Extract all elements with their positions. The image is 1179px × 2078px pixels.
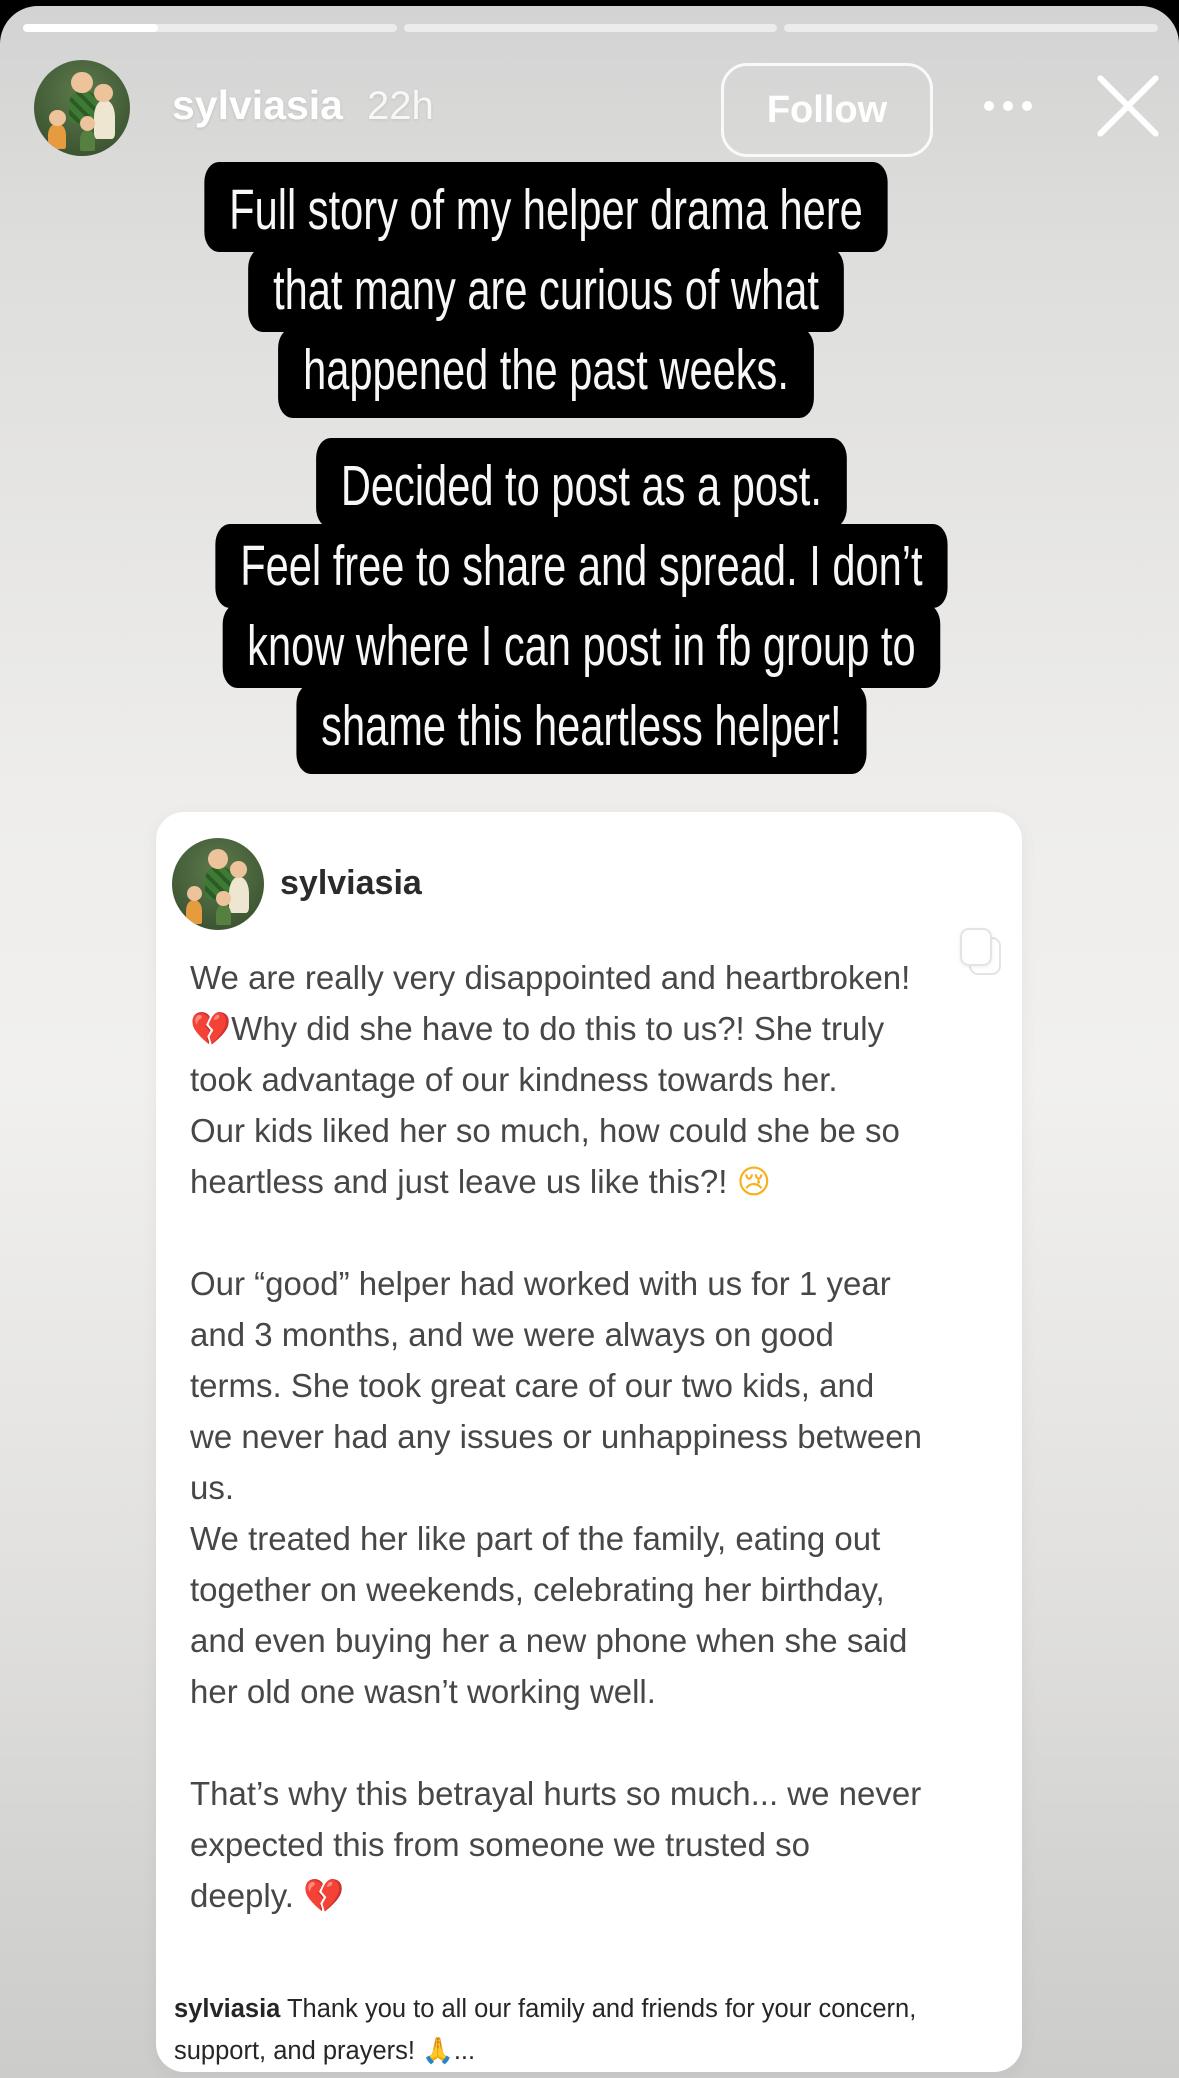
shared-post-card[interactable] bbox=[156, 812, 1022, 2072]
text-line: Our kids liked her so much, how could she be so bbox=[190, 1112, 900, 1149]
text-line: we never had any issues or unhappiness between bbox=[190, 1418, 922, 1455]
story-viewer[interactable] bbox=[0, 6, 1179, 2078]
story-header bbox=[172, 82, 434, 129]
post-body-text bbox=[190, 952, 980, 1921]
text-line bbox=[190, 1717, 980, 1768]
caption-text: Thank you to all our family and friends for your concern, bbox=[280, 1995, 917, 2023]
text-line: deeply. 💔 bbox=[190, 1876, 345, 1915]
dot bbox=[1003, 101, 1013, 111]
story-text-block-1 bbox=[204, 162, 887, 418]
progress-segment-3 bbox=[784, 24, 1158, 32]
text-line: us. bbox=[190, 1469, 235, 1506]
text-line: We treated her like part of the family, eating out bbox=[190, 1520, 881, 1557]
avatar-art bbox=[216, 891, 231, 906]
avatar bbox=[172, 838, 264, 930]
text-line: Our “good” helper had worked with us for 1 year bbox=[190, 1265, 891, 1302]
avatar-art bbox=[49, 110, 65, 126]
avatar[interactable] bbox=[34, 60, 130, 156]
progress-segment-2 bbox=[404, 24, 778, 32]
story-timestamp: 22h bbox=[367, 84, 434, 128]
text-line: That’s why this betrayal hurts so much... we never bbox=[190, 1775, 922, 1812]
avatar-art bbox=[48, 124, 65, 149]
story-username[interactable]: sylviasia bbox=[172, 82, 343, 128]
dot bbox=[1022, 101, 1032, 111]
post-username: sylviasia bbox=[280, 864, 422, 902]
post-caption bbox=[174, 1988, 1014, 2072]
avatar-art bbox=[186, 900, 203, 924]
avatar-art bbox=[216, 905, 231, 925]
close-icon[interactable] bbox=[1096, 74, 1160, 138]
text-line bbox=[190, 1207, 980, 1258]
avatar-art bbox=[94, 84, 112, 102]
avatar-art bbox=[94, 100, 115, 138]
caption-line-2: support, and prayers! 🙏... bbox=[174, 2036, 476, 2066]
text-line: expected this from someone we trusted so bbox=[190, 1826, 810, 1863]
text-line: Decided to post as a post. bbox=[316, 438, 847, 528]
text-line: We are really very disappointed and heartbroken! bbox=[190, 959, 911, 996]
progress-fill bbox=[23, 24, 158, 32]
avatar-art bbox=[230, 861, 247, 878]
dot bbox=[984, 101, 994, 111]
story-text-block-2 bbox=[215, 438, 947, 774]
more-options-icon[interactable] bbox=[984, 101, 1032, 111]
progress-segment-1 bbox=[23, 24, 397, 32]
text-line: happened the past weeks. bbox=[278, 328, 813, 418]
follow-button[interactable]: Follow bbox=[721, 63, 933, 157]
avatar-art bbox=[80, 130, 95, 151]
avatar-art bbox=[71, 72, 92, 93]
text-line: 💔Why did she have to do this to us?! She truly bbox=[190, 1009, 885, 1048]
avatar-art bbox=[208, 849, 228, 869]
text-line: together on weekends, celebrating her birthday, bbox=[190, 1571, 885, 1608]
text-line: terms. She took great care of our two kids, and bbox=[190, 1367, 875, 1404]
caption-username: sylviasia bbox=[174, 1995, 281, 2023]
avatar-art bbox=[229, 877, 249, 914]
text-line: shame this heartless helper! bbox=[296, 684, 866, 774]
text-line: and even buying her a new phone when she said bbox=[190, 1622, 908, 1659]
caption-line-1 bbox=[174, 1988, 1014, 2030]
avatar-art bbox=[187, 886, 203, 902]
text-line: Full story of my helper drama here bbox=[204, 162, 887, 252]
text-line: Feel free to share and spread. I don’t bbox=[215, 524, 947, 608]
text-line: that many are curious of what bbox=[248, 248, 843, 332]
story-progress-bar bbox=[23, 24, 1158, 32]
text-line: her old one wasn’t working well. bbox=[190, 1673, 656, 1710]
text-line: know where I can post in fb group to bbox=[222, 604, 940, 688]
text-line: and 3 months, and we were always on good bbox=[190, 1316, 834, 1353]
story-text-blocks bbox=[0, 162, 1179, 774]
text-line: heartless and just leave us like this?! 😢 bbox=[190, 1162, 772, 1201]
text-line: took advantage of our kindness towards her. bbox=[190, 1061, 838, 1098]
